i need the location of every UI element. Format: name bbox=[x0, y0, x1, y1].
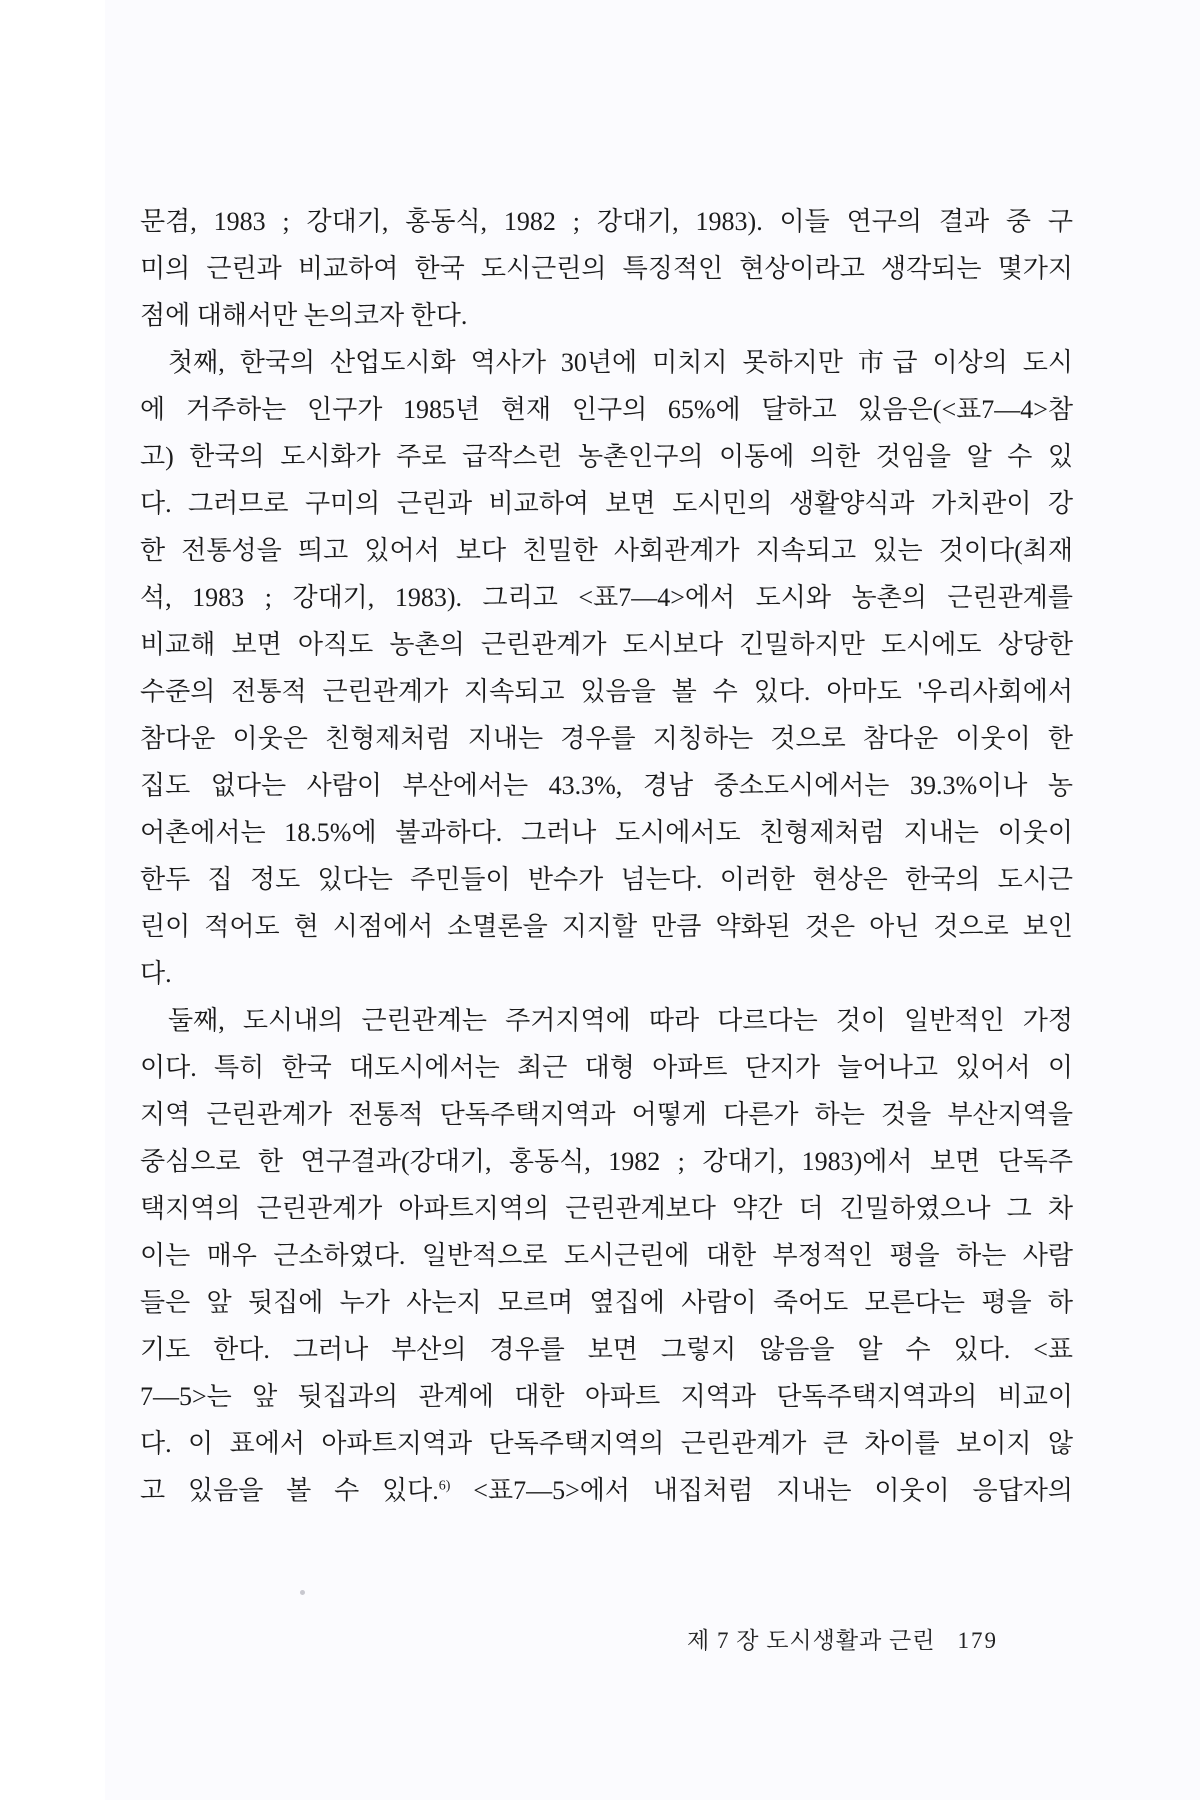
text-line: 다. bbox=[140, 959, 172, 988]
text-line: 이다. 특히 한국 대도시에서는 최근 대형 아파트 단지가 늘어나고 있어서 이 bbox=[140, 1053, 1073, 1082]
text-line: 7—5>는 앞 뒷집과의 관계에 대한 아파트 지역과 단독주택지역과의 비교이 bbox=[140, 1382, 1073, 1411]
text-line: 점에 대해서만 논의코자 한다. bbox=[140, 301, 468, 330]
text-line: 한 전통성을 띄고 있어서 보다 친밀한 사회관계가 지속되고 있는 것이다(최재 bbox=[140, 536, 1073, 565]
text-line: 에 거주하는 인구가 1985년 현재 인구의 65%에 달하고 있음은(<표7—4>참 bbox=[140, 395, 1073, 424]
scan-speck bbox=[300, 1590, 305, 1595]
text-line: 어촌에서는 18.5%에 불과하다. 그러나 도시에서도 친형제처럼 지내는 이웃이 bbox=[140, 818, 1073, 847]
footer-chapter-label: 제 7 장 도시생활과 근린 bbox=[687, 1628, 936, 1653]
text-line: 첫째, 한국의 산업도시화 역사가 30년에 미치지 못하지만 市급 이상의 도시 bbox=[168, 348, 1073, 377]
text-line: 한두 집 정도 있다는 주민들이 반수가 넘는다. 이러한 현상은 한국의 도시근 bbox=[140, 865, 1073, 894]
text-line: 집도 없다는 사람이 부산에서는 43.3%, 경남 중소도시에서는 39.3%이나 농 bbox=[140, 771, 1073, 800]
text-line: 린이 적어도 현 시점에서 소멸론을 지지할 만큼 약화된 것은 아닌 것으로 보인 bbox=[140, 912, 1073, 941]
text-line: 수준의 전통적 근린관계가 지속되고 있음을 볼 수 있다. 아마도 '우리사회에서 bbox=[140, 677, 1073, 706]
text-line: 다. 그러므로 구미의 근린과 비교하여 보면 도시민의 생활양식과 가치관이 강 bbox=[140, 489, 1073, 518]
text-line: 다. 이 표에서 아파트지역과 단독주택지역의 근린관계가 큰 차이를 보이지 않 bbox=[140, 1429, 1073, 1458]
text-line: 택지역의 근린관계가 아파트지역의 근린관계보다 약간 더 긴밀하였으나 그 차 bbox=[140, 1194, 1073, 1223]
text-line: 중심으로 한 연구결과(강대기, 홍동식, 1982 ; 강대기, 1983)에서 보면 단독주 bbox=[140, 1147, 1073, 1176]
text-line: 비교해 보면 아직도 농촌의 근린관계가 도시보다 긴밀하지만 도시에도 상당한 bbox=[140, 630, 1073, 659]
footnote-marker: 6) bbox=[438, 1478, 451, 1494]
page-footer bbox=[687, 1622, 998, 1655]
text-line: 기도 한다. 그러나 부산의 경우를 보면 그렇지 않음을 알 수 있다. <표 bbox=[140, 1335, 1073, 1364]
text-line: 들은 앞 뒷집에 누가 사는지 모르며 옆집에 사람이 죽어도 모른다는 평을 하 bbox=[140, 1288, 1073, 1317]
text-line: 고) 한국의 도시화가 주로 급작스런 농촌인구의 이동에 의한 것임을 알 수 있 bbox=[140, 442, 1073, 471]
text-segment: <표7—5>에서 내집처럼 지내는 이웃이 응답자의 bbox=[450, 1476, 1073, 1505]
text-line: 문겸, 1983 ; 강대기, 홍동식, 1982 ; 강대기, 1983). 이들 연구의 결과 중 구 bbox=[140, 207, 1073, 236]
footer-page-number: 179 bbox=[957, 1628, 998, 1653]
text-line bbox=[140, 1467, 1073, 1514]
text-segment: 고 있음을 볼 수 있다. bbox=[140, 1476, 439, 1505]
text-line: 미의 근린과 비교하여 한국 도시근린의 특징적인 현상이라고 생각되는 몇가지 bbox=[140, 254, 1073, 283]
text-line: 이는 매우 근소하였다. 일반적으로 도시근린에 대한 부정적인 평을 하는 사람 bbox=[140, 1241, 1073, 1270]
page-text bbox=[140, 198, 1073, 1514]
text-line: 둘째, 도시내의 근린관계는 주거지역에 따라 다르다는 것이 일반적인 가정 bbox=[168, 1006, 1073, 1035]
text-line: 석, 1983 ; 강대기, 1983). 그리고 <표7—4>에서 도시와 농촌의 근린관계를 bbox=[140, 583, 1073, 612]
text-line: 지역 근린관계가 전통적 단독주택지역과 어떻게 다른가 하는 것을 부산지역을 bbox=[140, 1100, 1073, 1129]
text-line: 참다운 이웃은 친형제처럼 지내는 경우를 지칭하는 것으로 참다운 이웃이 한 bbox=[140, 724, 1073, 753]
